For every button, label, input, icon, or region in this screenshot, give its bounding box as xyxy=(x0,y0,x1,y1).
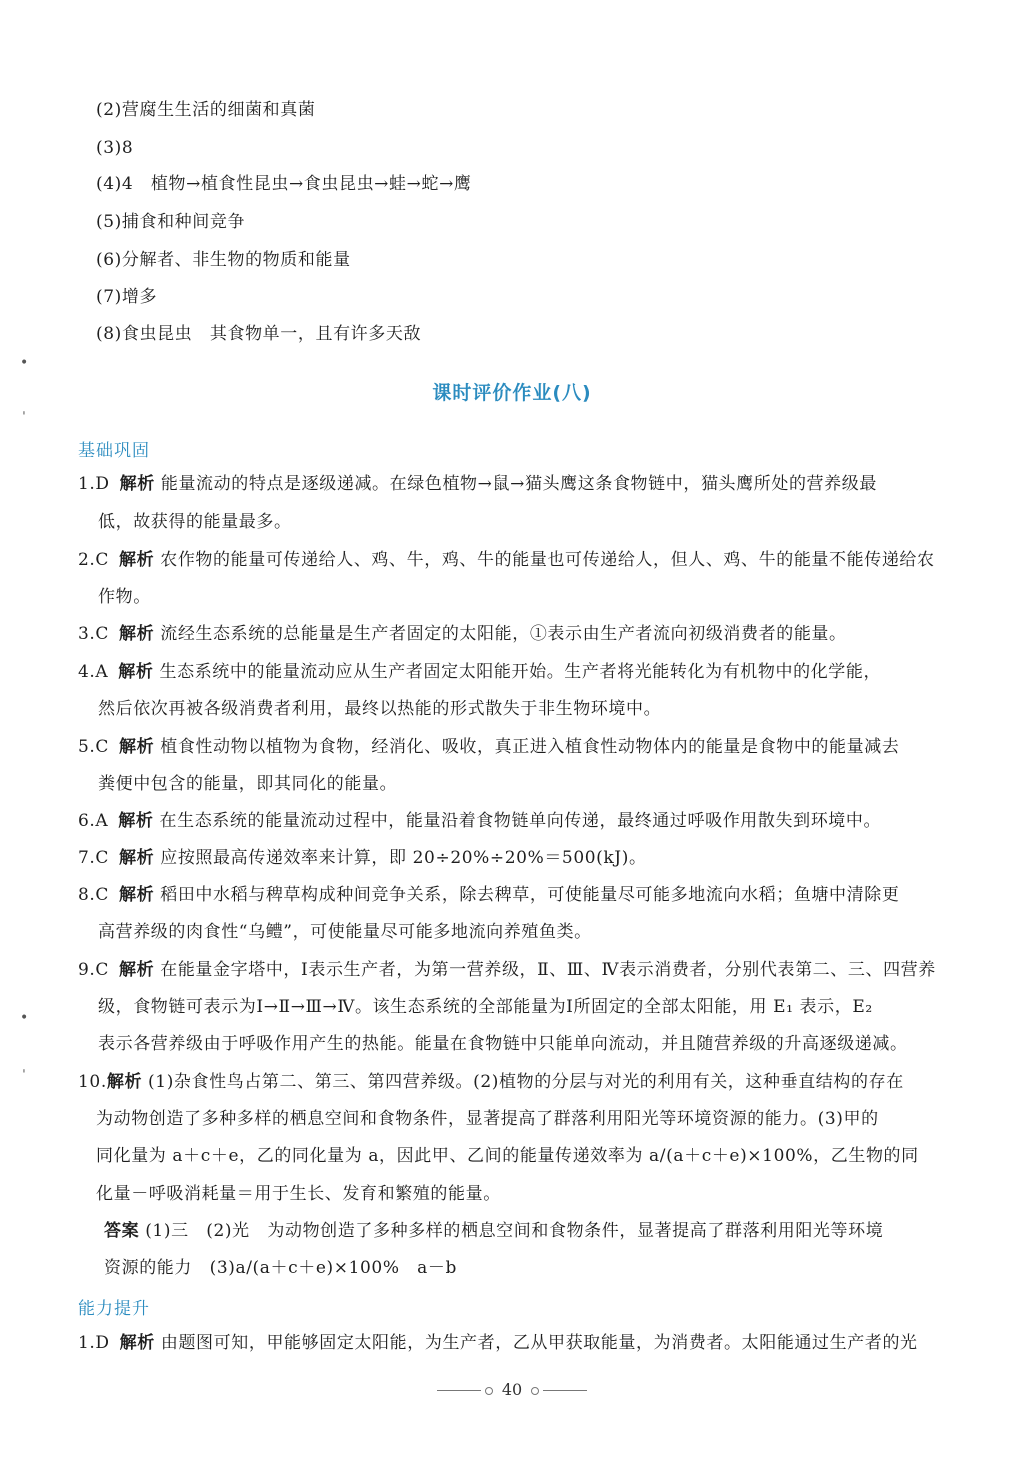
question-text: 植食性动物以植物为食物，经消化、吸收，真正进入植食性动物体内的能量是食物中的能量减去 xyxy=(160,737,900,757)
analysis-label: 解析 xyxy=(119,1333,155,1353)
question-text: 在能量金字塔中，Ⅰ表示生产者，为第一营养级，Ⅱ、Ⅲ、Ⅳ表示消费者，分别代表第二、三、四营养 xyxy=(160,960,936,980)
answer-text: (1)三 (2)光 为动物创造了多种多样的栖息空间和食物条件，显著提高了群落利用阳光等环境 xyxy=(145,1221,884,1241)
question-text: 生态系统中的能量流动应从生产者固定太阳能开始。生产者将光能转化为有机物中的化学能， xyxy=(159,662,882,682)
question-number: 2.C xyxy=(78,550,110,570)
subsection-basic: 基础巩固 xyxy=(78,441,150,461)
advanced-question-1 xyxy=(78,1331,918,1355)
question-2-cont: 作物。 xyxy=(98,587,151,607)
analysis-label: 解析 xyxy=(119,960,155,980)
section-title: 课时评价作业(八) xyxy=(432,382,592,404)
question-number: 3.C xyxy=(78,624,110,644)
scan-mark: • xyxy=(20,1010,29,1026)
answer-line: (4)4 植物→植食性昆虫→食虫昆虫→蛙→蛇→鹰 xyxy=(96,174,472,194)
analysis-label: 解析 xyxy=(118,662,154,682)
question-text: (1)杂食性鸟占第二、第三、第四营养级。(2)植物的分层与对光的利用有关，这种垂直结构的存在 xyxy=(148,1072,904,1092)
question-9 xyxy=(78,958,936,982)
question-10-cont: 为动物创造了多种多样的栖息空间和食物条件，显著提高了群落利用阳光等环境资源的能力。(3)甲的 xyxy=(96,1109,879,1129)
analysis-label: 解析 xyxy=(119,737,155,757)
question-1 xyxy=(78,472,877,496)
question-text: 流经生态系统的总能量是生产者固定的太阳能，①表示由生产者流向初级消费者的能量。 xyxy=(160,624,847,644)
analysis-label: 解析 xyxy=(106,1072,143,1092)
answer-label: 答案 xyxy=(104,1221,140,1241)
answer-line: (3)8 xyxy=(96,138,134,158)
question-number: 9.C xyxy=(78,960,110,980)
page-number: 40 xyxy=(501,1380,523,1399)
question-4 xyxy=(78,660,881,684)
question-9-cont: 表示各营养级由于呼吸作用产生的热能。能量在食物链中只能单向流动，并且随营养级的升高逐级递减。 xyxy=(98,1034,908,1054)
analysis-label: 解析 xyxy=(119,885,155,905)
answer-line: (6)分解者、非生物的物质和能量 xyxy=(96,250,351,270)
question-6 xyxy=(78,809,881,833)
question-number: 1.D xyxy=(78,474,110,494)
subsection-advanced: 能力提升 xyxy=(78,1299,150,1319)
question-number: 1.D xyxy=(78,1333,110,1353)
page-footer xyxy=(0,1380,1024,1399)
question-2 xyxy=(78,548,935,572)
scan-mark: ˈ xyxy=(22,410,26,426)
answer-line: (8)食虫昆虫 其食物单一，且有许多天敌 xyxy=(96,324,422,344)
answer-10 xyxy=(104,1219,883,1243)
question-10-cont: 化量－呼吸消耗量＝用于生长、发育和繁殖的能量。 xyxy=(96,1184,501,1204)
question-text: 在生态系统的能量流动过程中，能量沿着食物链单向传递，最终通过呼吸作用散失到环境中。 xyxy=(159,811,882,831)
question-text: 稻田中水稻与稗草构成种间竞争关系，除去稗草，可使能量尽可能多地流向水稻；鱼塘中清除更 xyxy=(160,885,900,905)
question-10-cont: 同化量为 a＋c＋e，乙的同化量为 a，因此甲、乙间的能量传递效率为 a/(a＋c＋e)×100%，乙生物的同 xyxy=(96,1146,919,1166)
question-text: 由题图可知，甲能够固定太阳能，为生产者，乙从甲获取能量，为消费者。太阳能通过生产者的光 xyxy=(160,1333,918,1353)
question-number: 6.A xyxy=(78,811,109,831)
analysis-label: 解析 xyxy=(119,848,155,868)
question-3 xyxy=(78,622,847,646)
question-number: 10. xyxy=(78,1072,107,1092)
question-1-cont: 低，故获得的能量最多。 xyxy=(98,512,292,532)
question-text: 应按照最高传递效率来计算，即 20÷20%÷20%＝500(kJ)。 xyxy=(160,848,647,868)
question-9-cont: 级，食物链可表示为Ⅰ→Ⅱ→Ⅲ→Ⅳ。该生态系统的全部能量为Ⅰ所固定的全部太阳能，用 E₁ 表示，E₂ xyxy=(98,997,873,1017)
question-8-cont: 高营养级的肉食性“乌鳢”，可使能量尽可能多地流向养殖鱼类。 xyxy=(98,922,592,942)
answer-line: (7)增多 xyxy=(96,287,158,307)
question-4-cont: 然后依次再被各级消费者利用，最终以热能的形式散失于非生物环境中。 xyxy=(98,699,662,719)
analysis-label: 解析 xyxy=(119,624,155,644)
analysis-label: 解析 xyxy=(118,811,154,831)
question-8 xyxy=(78,883,899,907)
question-number: 7.C xyxy=(78,848,110,868)
question-text: 农作物的能量可传递给人、鸡、牛，鸡、牛的能量也可传递给人，但人、鸡、牛的能量不能传递给农 xyxy=(160,550,935,570)
question-5-cont: 粪便中包含的能量，即其同化的能量。 xyxy=(98,774,398,794)
scan-mark: ˈ xyxy=(22,1068,26,1084)
question-number: 5.C xyxy=(78,737,110,757)
question-text: 能量流动的特点是逐级递减。在绿色植物→鼠→猫头鹰这条食物链中，猫头鹰所处的营养级最 xyxy=(160,474,877,494)
scan-mark: • xyxy=(20,355,29,371)
question-number: 4.A xyxy=(78,662,109,682)
question-5 xyxy=(78,735,899,759)
question-number: 8.C xyxy=(78,885,110,905)
analysis-label: 解析 xyxy=(119,550,155,570)
answer-10-cont: 资源的能力 (3)a/(a＋c＋e)×100% a－b xyxy=(104,1258,457,1278)
answer-line: (5)捕食和种间竞争 xyxy=(96,212,246,232)
answer-line: (2)营腐生生活的细菌和真菌 xyxy=(96,100,316,120)
question-7 xyxy=(78,846,647,870)
analysis-label: 解析 xyxy=(119,474,155,494)
question-10 xyxy=(78,1070,904,1094)
